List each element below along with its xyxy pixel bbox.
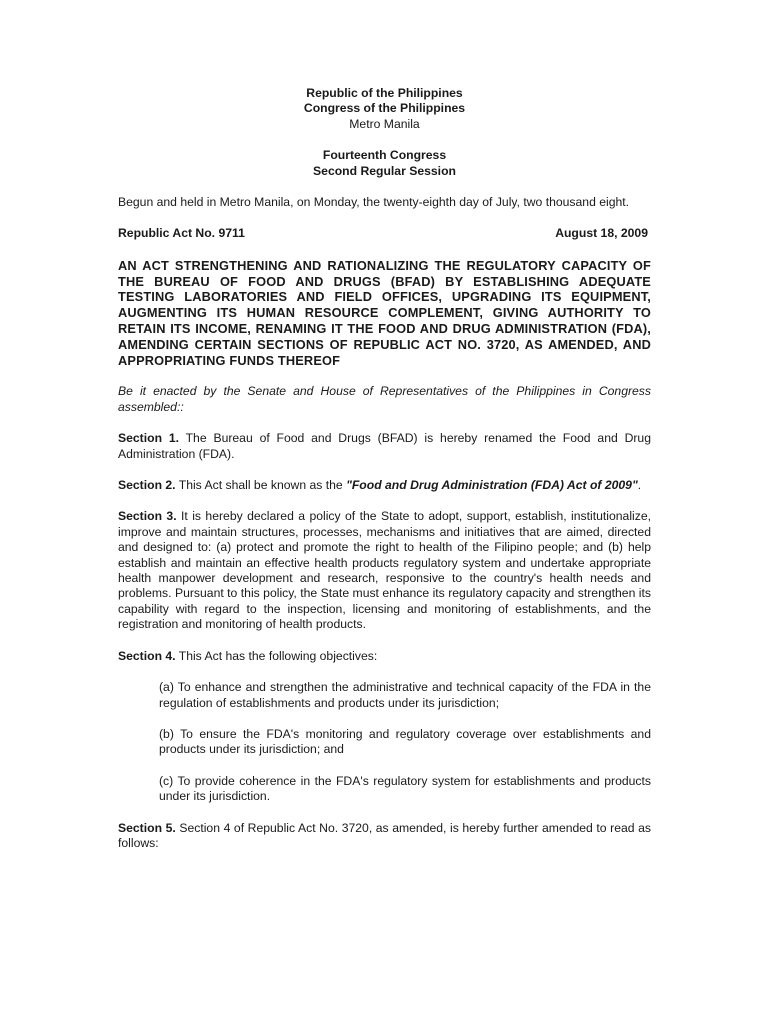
congress-number-heading: Fourteenth Congress bbox=[322, 148, 447, 163]
section-3-label: Section 3. bbox=[118, 509, 177, 524]
session-heading: Second Regular Session bbox=[313, 163, 456, 178]
objective-a: (a) To enhance and strengthen the administrative and technical capacity of the FDA in the regulation of establishments and products under its jurisdiction; bbox=[159, 680, 651, 710]
section-2-short-title: "Food and Drug Administration (FDA) Act of 2009" bbox=[346, 478, 638, 493]
section-4-label: Section 4. bbox=[118, 648, 176, 663]
section-2 bbox=[118, 478, 651, 493]
document-header bbox=[118, 86, 651, 179]
act-title: AN ACT STRENGTHENING AND RATIONALIZING THE REGULATORY CAPACITY OF THE BUREAU OF FOOD AND DRUGS (BFAD) BY ESTABLISHING ADEQUATE TESTING LABORATORIES AND FIELD OFFICES, UPGRADING ITS EQUIPMENT, AUGMENTING ITS HUMAN RESOURCE COMPLEMENT, GIVING AUTHORITY TO RETAIN ITS INCOME, RENAMING IT THE FOOD AND DRUG ADMINISTRATION (FDA), AMENDING CERTAIN SECTIONS OF REPUBLIC ACT NO. 3720, AS AMENDED, AND APPROPRIATING FUNDS THEREOF bbox=[118, 257, 651, 368]
act-date: August 18, 2009 bbox=[555, 226, 648, 241]
section-3 bbox=[118, 509, 651, 632]
republic-heading: Republic of the Philippines bbox=[306, 86, 463, 100]
section-5 bbox=[118, 821, 651, 852]
section-2-text: This Act shall be known as the bbox=[175, 478, 347, 493]
congress-heading: Congress of the Philippines bbox=[303, 101, 466, 116]
enacting-clause: Be it enacted by the Senate and House of Representatives of the Philippines in Congress assembled:: bbox=[118, 384, 651, 414]
section-2-label: Section 2. bbox=[118, 478, 176, 493]
section-1-text: The Bureau of Food and Drugs (BFAD) is hereby renamed the Food and Drug Administration (FDA). bbox=[118, 431, 651, 461]
section-2-end: . bbox=[637, 478, 642, 493]
section-4 bbox=[118, 649, 651, 664]
act-number: Republic Act No. 9711 bbox=[118, 226, 245, 241]
section-1 bbox=[118, 431, 651, 462]
objective-c: (c) To provide coherence in the FDA's regulatory system for establishments and products under its jurisdiction. bbox=[159, 773, 651, 804]
section-5-label: Section 5. bbox=[118, 820, 176, 835]
objective-b: (b) To ensure the FDA's monitoring and regulatory coverage over establishments and products under its jurisdiction; and bbox=[159, 726, 651, 757]
section-4-text: This Act has the following objectives: bbox=[175, 648, 378, 663]
section-1-label: Section 1. bbox=[118, 431, 180, 446]
begun-statement: Begun and held in Metro Manila, on Monday, the twenty-eighth day of July, two thousand eight. bbox=[118, 195, 630, 210]
section-5-text: Section 4 of Republic Act No. 3720, as amended, is hereby further amended to read as follows: bbox=[118, 820, 651, 850]
location-heading: Metro Manila bbox=[349, 116, 420, 131]
act-number-line bbox=[118, 226, 651, 241]
section-3-text: It is hereby declared a policy of the State to adopt, support, establish, institutionalize, improve and maintain structures, processes, mechanisms and initiatives that are aimed, directed and designed to: (a) protect and promote the right to health of the Filipino people; and (b) help establish and maintain an effective health products regulatory system and undertake appropriate health manpower development and research, responsive to the country's health needs and problems. Pursuant to this policy, the State must enhance its regulatory capacity and strengthen its capability with regard to the inspection, licensing and monitoring of establishments, and the registration and monitoring of health products. bbox=[118, 509, 651, 632]
